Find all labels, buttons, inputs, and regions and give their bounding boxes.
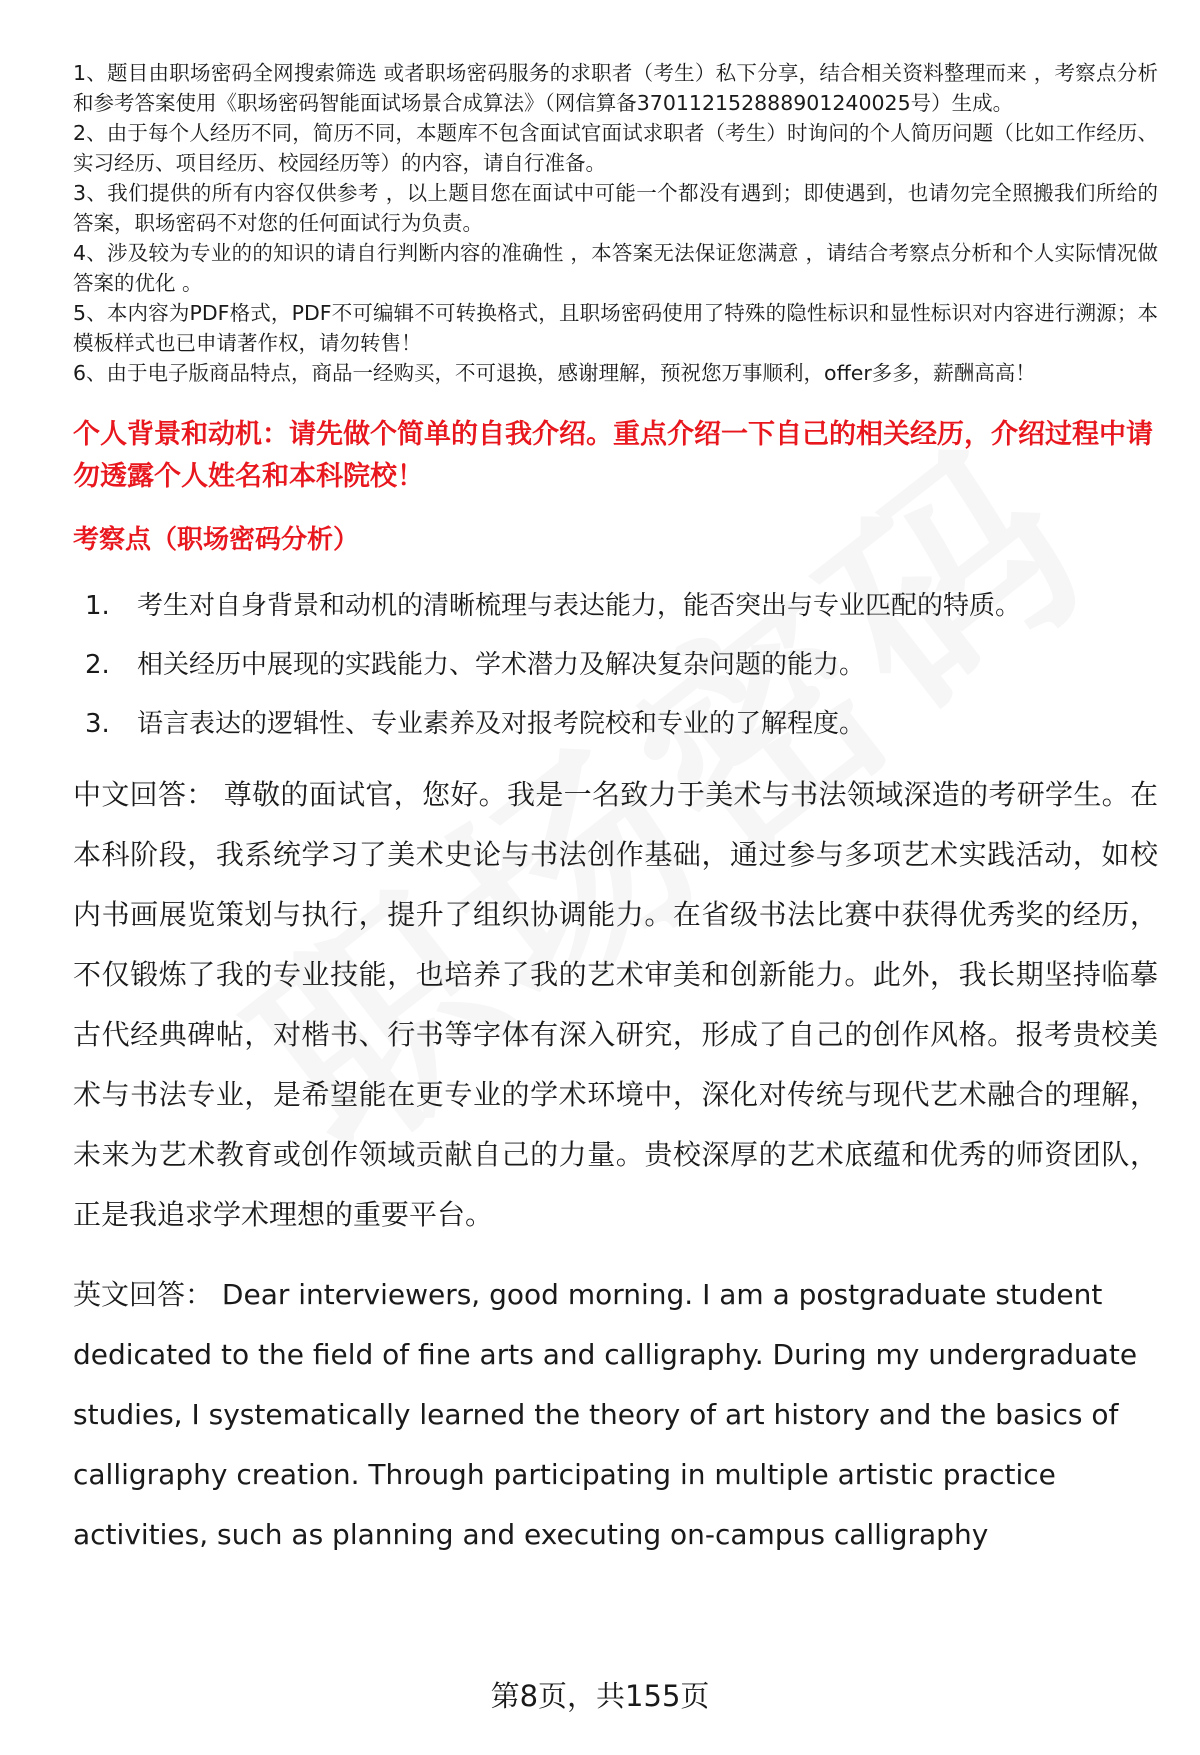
point-number: 2.	[85, 650, 110, 680]
question-heading: 个人背景和动机：请先做个简单的自我介绍。重点介绍一下自己的相关经历，介绍过程中请勿透露个人姓名和本科院校！	[73, 419, 1153, 492]
english-answer: 英文回答： Dear interviewers, good morning. I am a postgraduate student dedicated to the field of fine arts and calligraphy. During my undergraduate studies, I systematically learned the theory of art history and the basics of calligraphy creation. Through participating in multiple artistic practice activities, such as planning and executing on-campus calligraphy	[73, 1278, 1138, 1551]
point-text: 考生对自身背景和动机的清晰梳理与表达能力，能否突出与专业匹配的特质。	[137, 591, 1022, 621]
page-footer: 第8页，共155页	[490, 1679, 710, 1713]
note-item: 1、题目由职场密码全网搜索筛选 或者职场密码服务的求职者（考生）私下分享，结合相关资料整理而来 ，考察点分析和参考答案使用《职场密码智能面试场景合成算法》（网信算备370112152888901240025号）生成。	[73, 61, 1158, 115]
note-item: 5、本内容为PDF格式，PDF不可编辑不可转换格式，且职场密码使用了特殊的隐性标识和显性标识对内容进行溯源；本模板样式也已申请著作权，请勿转售！	[73, 301, 1158, 355]
document-page	[73, 58, 1158, 1565]
analysis-point	[73, 588, 1158, 624]
note-item: 2、由于每个人经历不同，简历不同，本题库不包含面试官面试求职者（考生）时询问的个人简历问题（比如工作经历、实习经历、项目经历、校园经历等）的内容，请自行准备。	[73, 121, 1158, 175]
note-item: 6、由于电子版商品特点，商品一经购买，不可退换，感谢理解，预祝您万事顺利，offer多多，薪酬高高！	[73, 361, 1036, 385]
analysis-point	[73, 706, 1158, 742]
note-item: 4、涉及较为专业的的知识的请自行判断内容的准确性 ，本答案无法保证您满意 ，请结合考察点分析和个人实际情况做答案的优化 。	[73, 241, 1158, 295]
disclaimer-notes	[73, 58, 1158, 388]
analysis-heading: 考察点（职场密码分析）	[73, 525, 360, 555]
point-number: 3.	[85, 709, 110, 739]
point-text: 语言表达的逻辑性、专业素养及对报考院校和专业的了解程度。	[137, 709, 866, 739]
note-item: 3、我们提供的所有内容仅供参考 ，以上题目您在面试中可能一个都没有遇到；即使遇到，也请勿完全照搬我们所给的答案，职场密码不对您的任何面试行为负责。	[73, 181, 1158, 235]
point-number: 1.	[85, 591, 110, 621]
point-text: 相关经历中展现的实践能力、学术潜力及解决复杂问题的能力。	[137, 650, 866, 680]
analysis-points	[73, 588, 1158, 742]
chinese-answer: 中文回答： 尊敬的面试官，您好。我是一名致力于美术与书法领域深造的考研学生。在本科阶段，我系统学习了美术史论与书法创作基础，通过参与多项艺术实践活动，如校内书画展览策划与执行，提升了组织协调能力。在省级书法比赛中获得优秀奖的经历，不仅锻炼了我的专业技能，也培养了我的艺术审美和创新能力。此外，我长期坚持临摹古代经典碑帖，对楷书、行书等字体有深入研究，形成了自己的创作风格。报考贵校美术与书法专业，是希望能在更专业的学术环境中，深化对传统与现代艺术融合的理解，未来为艺术教育或创作领域贡献自己的力量。贵校深厚的艺术底蕴和优秀的师资团队，正是我追求学术理想的重要平台。	[73, 778, 1158, 1231]
analysis-point	[73, 647, 1158, 683]
